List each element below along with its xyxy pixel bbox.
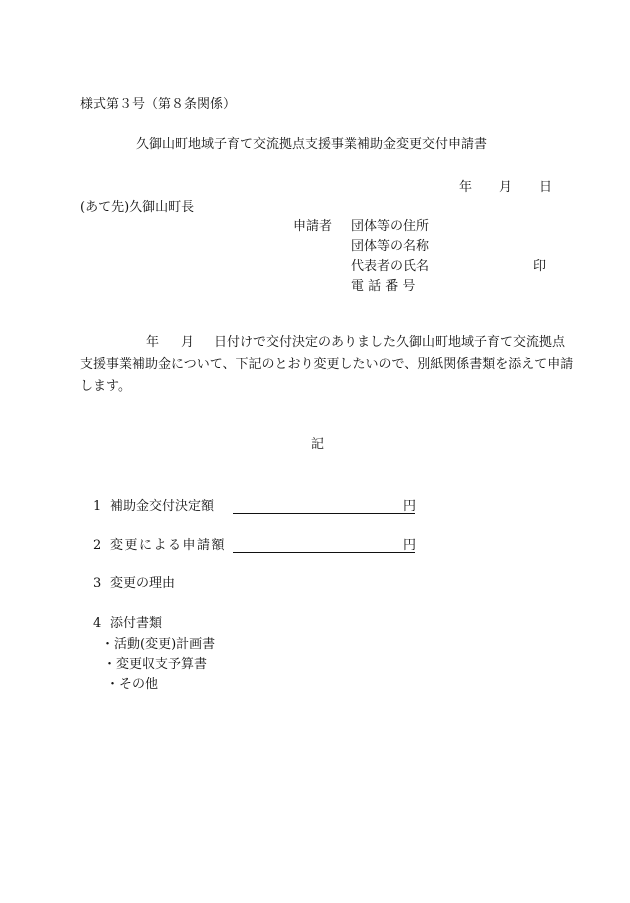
- applicant-label: 申請者: [293, 219, 333, 234]
- applicant-name-label: 団体等の名称: [351, 239, 430, 254]
- ki-heading: 記: [311, 437, 325, 452]
- item-1-number: 1: [93, 499, 102, 514]
- seal-mark: 印: [533, 259, 547, 274]
- statement-line-1: [80, 332, 566, 354]
- statement-line-2: 支援事業補助金について、下記のとおり変更したいので、別紙関係書類を添えて申請: [80, 357, 574, 372]
- item-1-label: 補助金交付決定額: [110, 499, 215, 514]
- applicant-address-label: 団体等の住所: [351, 219, 430, 234]
- applicant-representative-label: 代表者の氏名: [351, 259, 430, 274]
- application-statement: [80, 332, 574, 398]
- item-1-unit: 円: [403, 499, 417, 514]
- date-month: 月: [499, 180, 513, 195]
- item-1-amount-line: [233, 513, 415, 514]
- item-2-unit: 円: [403, 538, 417, 553]
- document-title: 久御山町地域子育て交流拠点支援事業補助金変更交付申請書: [136, 137, 488, 152]
- statement-month: 月: [181, 335, 195, 350]
- item-2-number: 2: [93, 538, 102, 553]
- attachment-item: ・活動(変更)計画書: [101, 637, 216, 652]
- statement-year: 年: [146, 335, 160, 350]
- form-number: 様式第３号（第８条関係）: [80, 97, 237, 112]
- item-4-number: 4: [93, 616, 102, 631]
- applicant-phone-label: 電 話 番 号: [351, 279, 416, 294]
- attachment-item: ・変更収支予算書: [103, 657, 208, 672]
- addressee: (あて先)久御山町長: [80, 200, 195, 215]
- attachment-item: ・その他: [106, 677, 159, 692]
- item-4-label: 添付書類: [110, 616, 163, 631]
- item-2-amount-line: [233, 552, 415, 553]
- statement-line-1-text: 日付けで交付決定のありました久御山町地域子育て交流拠点: [214, 335, 566, 350]
- statement-line-3: します。: [80, 379, 131, 394]
- item-2-label: 変更による申請額: [110, 538, 227, 553]
- item-3-label: 変更の理由: [110, 576, 176, 591]
- item-3-number: 3: [93, 576, 102, 591]
- date-day: 日: [539, 180, 553, 195]
- date-year: 年: [459, 180, 473, 195]
